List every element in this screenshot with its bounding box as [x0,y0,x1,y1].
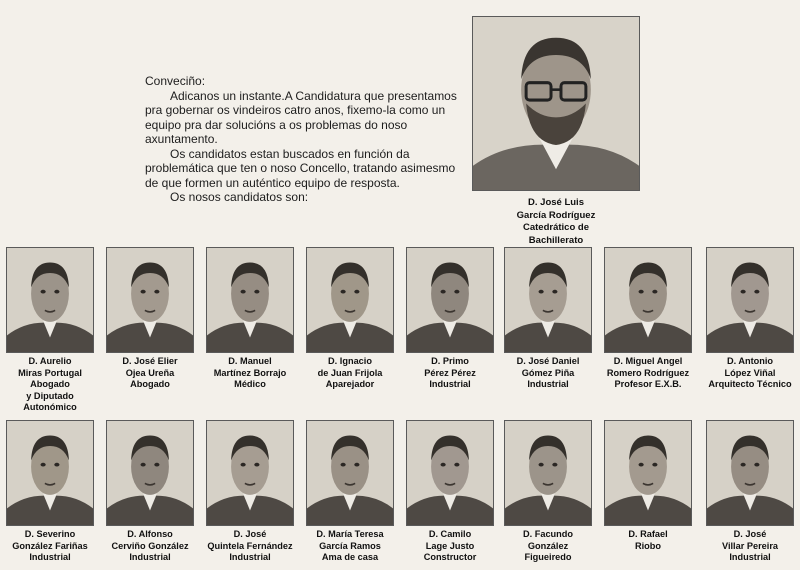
portrait-image [107,248,193,352]
candidate-photo [504,247,592,353]
candidate-caption [496,356,600,391]
portrait-image [505,248,591,352]
caption-line: Miras Portugal [18,367,82,378]
caption-line: D. María Teresa [316,529,384,539]
candidate-photo [604,247,692,353]
caption-line: Abogado [30,379,70,390]
caption-line: Quintela Fernández [207,540,293,551]
portrait-image [707,421,793,525]
caption-line: D. Rafael [628,529,668,539]
caption-line: Industrial [527,379,569,390]
caption-line: y Diputado [26,390,74,401]
caption-line: Industrial [429,379,471,390]
caption-line: D. Ignacio [328,356,372,366]
candidate-photo [706,420,794,526]
candidate-caption [98,356,202,391]
caption-line: Abogado [130,379,170,390]
candidate-photo [106,247,194,353]
portrait-image [605,248,691,352]
caption-line: Villar Pereira [721,540,779,551]
caption-line: Ama de casa [321,552,379,563]
candidate-caption [398,529,502,564]
candidate-photo [604,420,692,526]
caption-line: D. Aurelio [28,356,72,366]
caption-line: Industrial [29,552,71,563]
candidate-caption [198,529,302,564]
caption-line: D. José Elier [122,356,178,366]
candidate-photo [306,420,394,526]
caption-line: González [527,540,569,551]
caption-line: Cerviño González [111,540,189,551]
caption-line: Médico [234,379,266,390]
candidate-caption [0,529,102,564]
caption-line: D. Antonio [726,356,774,366]
featured-candidate-photo [472,16,640,191]
portrait-image [605,421,691,525]
caption-line: D. José [733,529,767,539]
caption-line: D. José [233,529,267,539]
caption-line: D. Alfonso [127,529,173,539]
candidate-photo [406,420,494,526]
candidate-photo [406,247,494,353]
featured-candidate-caption [470,197,642,247]
portrait-image [707,248,793,352]
candidate-caption [98,529,202,564]
candidate-caption [298,356,402,391]
intro-paragraph: Os candidatos estan buscados en función da problemática que ten o noso Concello, tratando asimesmo de que formen un auténtico equipo de resposta. [145,146,456,190]
caption-line: Industrial [729,552,771,563]
caption-line: D. José Daniel [516,356,580,366]
candidate-photo [6,247,94,353]
caption-line: D. Camilo [428,529,472,539]
portrait-image [307,421,393,525]
intro-paragraph: Os nosos candidatos son: [170,190,309,204]
candidate-photo [504,420,592,526]
candidate-caption [698,529,800,564]
caption-line: Riobo [634,540,662,551]
caption-line: Lage Justo [425,540,475,551]
caption-line: Ojea Ureña [125,367,175,378]
intro-text [145,74,460,205]
candidate-photo [106,420,194,526]
portrait-image [7,248,93,352]
caption-line: D. Primo [431,356,469,366]
caption-line: de Juan Frijola [317,367,383,378]
caption-line: D. Manuel [228,356,272,366]
greeting: Conveciño: [145,74,206,88]
caption-line: Bachillerato [528,234,584,246]
caption-line: Gómez Piña [521,367,575,378]
candidate-caption [198,356,302,391]
caption-line: Constructor [423,552,477,563]
caption-line: D. Severino [24,529,76,539]
caption-line: Figueiredo [524,552,572,563]
candidate-caption [398,356,502,391]
portrait-image [207,248,293,352]
candidate-caption [698,356,800,391]
caption-line: D. Facundo [522,529,574,539]
candidate-photo [206,247,294,353]
candidate-caption [298,529,402,564]
portrait-image [207,421,293,525]
portrait-image [505,421,591,525]
candidate-caption [0,356,102,414]
portrait-image [407,421,493,525]
caption-line: Industrial [129,552,171,563]
caption-line: D. Miguel Angel [613,356,683,366]
caption-line: Pérez Pérez [424,367,476,378]
caption-line: Arquitecto Técnico [708,379,792,390]
caption-line: Autonómico [23,402,77,413]
candidate-photo [306,247,394,353]
portrait-image [107,421,193,525]
caption-line: González Fariñas [12,540,88,551]
caption-line: Martínez Borrajo [213,367,287,378]
candidate-photo [706,247,794,353]
caption-line: Romero Rodríguez [606,367,690,378]
caption-line: García Ramos [319,540,381,551]
intro-paragraph: Adicanos un instante.A Candidatura que presentamos pra gobernar os vindeiros catro anos, fixemo-la como un equipo pra dar solucións a os problemas do noso axuntamento. [145,88,457,146]
caption-line: García Rodríguez [516,209,596,221]
caption-line: Industrial [229,552,271,563]
candidate-caption [596,529,700,552]
candidate-caption [496,529,600,564]
caption-line: López Viñal [724,367,776,378]
portrait-image [407,248,493,352]
portrait-image [7,421,93,525]
caption-line: Aparejador [325,379,375,390]
caption-line: Profesor E.X.B. [614,379,682,390]
candidate-photo [6,420,94,526]
caption-line: Catedrático de [523,222,589,233]
portrait-image [473,17,639,190]
candidate-photo [206,420,294,526]
portrait-image [307,248,393,352]
caption-line: D. José Luis [528,197,584,208]
candidate-caption [596,356,700,391]
